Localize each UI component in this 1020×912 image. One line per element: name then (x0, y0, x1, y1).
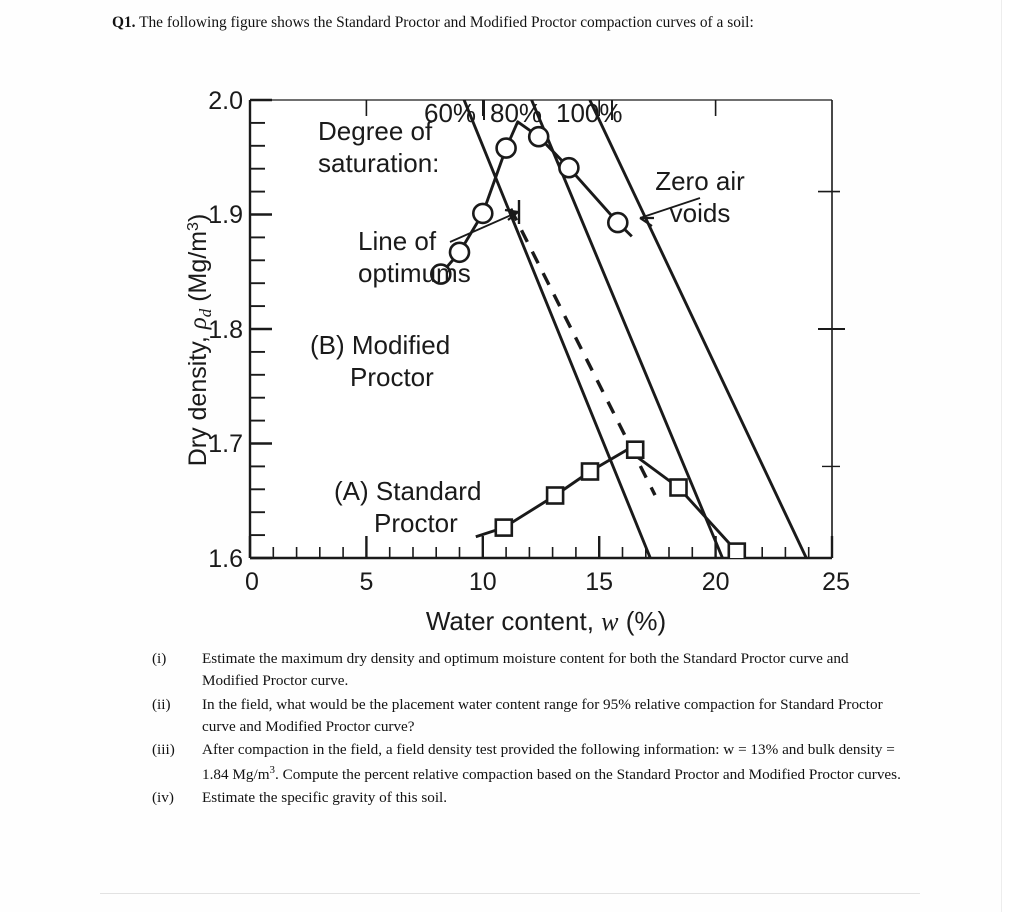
question-number: Q1. (112, 14, 136, 31)
data-point-square (547, 488, 563, 504)
zero-air-voids-line2: voids (669, 198, 731, 228)
saturation-label-60: 60% (424, 98, 477, 128)
x-axis-title-prefix: Water content, (425, 606, 602, 636)
data-point-circle (559, 158, 578, 177)
y-tick-labels (208, 87, 243, 573)
data-point-square (496, 520, 512, 536)
x-axis-title-symbol: w (601, 607, 619, 636)
question-item (152, 787, 907, 809)
question-item (152, 648, 907, 693)
question-item-marker: (iii) (152, 741, 175, 759)
data-point-square (627, 442, 643, 458)
question-header (112, 12, 902, 34)
y-axis-title-units: (Mg/m (184, 230, 212, 309)
compaction-curve-figure (0, 78, 1020, 638)
y-tick-label: 2.0 (208, 87, 243, 115)
data-point-square (729, 544, 745, 560)
page-right-margin (1001, 0, 1020, 912)
modified-proctor-label-line1: (B) Modified (310, 330, 451, 360)
question-item-text: After compaction in the field, a field density test provided the following information: w = 13% and bulk density = 1.84 $Mg/m^3$. Compute the percent relative compaction based on the Standard Proctor and Modified Proctor curves. (202, 741, 901, 783)
x-tick-labels (245, 568, 850, 596)
question-item-text: In the field, what would be the placement water content range for 95% relative compaction for Standard Proctor curve and Modified Proctor curve? (202, 695, 883, 736)
page-bottom-rule (100, 893, 920, 894)
data-point-circle (473, 204, 492, 223)
data-point-circle (497, 139, 516, 158)
line-of-optimums-line1: Line of (358, 226, 437, 256)
y-axis-title-units-sup: 3 (185, 222, 202, 231)
y-axis-title-symbol: ρ (185, 317, 212, 330)
y-axis-title-subscript: d (196, 308, 215, 318)
question-subitems (152, 648, 907, 810)
modified-proctor-label-line2: Proctor (350, 362, 434, 392)
degree-of-saturation-line2: saturation: (318, 148, 440, 178)
question-item-text: Estimate the maximum dry density and optimum moisture content for both the Standard Proctor curve and Modified Proctor curve. (202, 650, 849, 690)
question-item-marker: (i) (152, 650, 167, 667)
question-stem: The following figure shows the Standard Proctor and Modified Proctor compaction curves of a soil: (135, 14, 754, 31)
standard-proctor-label-line1: (A) Standard (334, 476, 482, 506)
y-tick-label: 1.8 (208, 316, 243, 344)
saturation-labels (424, 98, 623, 128)
question-item-marker: (ii) (152, 695, 171, 713)
question-item-marker: (iv) (152, 789, 174, 807)
y-axis-title-units-close: ) (184, 213, 212, 223)
y-tick-label: 1.9 (208, 201, 243, 229)
y-tick-label: 1.7 (208, 430, 243, 458)
x-axis-title (426, 606, 666, 636)
data-point-square (671, 480, 687, 496)
x-tick-label: 5 (359, 568, 374, 596)
x-tick-label: 25 (822, 568, 850, 596)
y-tick-label: 1.6 (208, 545, 243, 573)
compaction-chart-svg (0, 78, 1020, 638)
x-axis-title-units: (%) (618, 606, 667, 636)
question-item (152, 739, 907, 786)
saturation-label-100: 100% (556, 98, 623, 128)
standard-proctor-label-line2: Proctor (374, 508, 458, 538)
x-tick-label: 0 (245, 568, 259, 596)
data-point-square (582, 464, 598, 480)
data-point-circle (608, 213, 627, 232)
line-of-optimums-line2: optimums (358, 258, 471, 288)
x-tick-label: 20 (701, 568, 730, 596)
degree-of-saturation-line1: Degree of (318, 116, 433, 146)
zero-air-voids-line1: Zero air (655, 166, 745, 196)
saturation-label-80: 80% (490, 98, 543, 128)
question-item-text: Estimate the specific gravity of this soil. (202, 789, 448, 807)
x-tick-label: 10 (468, 568, 497, 596)
x-tick-label: 15 (585, 568, 614, 596)
svg-text:Dry density, ρd (Mg/m3) (184, 214, 215, 467)
y-axis-title-prefix: Dry density, (184, 329, 212, 467)
y-axis-title (184, 214, 215, 467)
data-point-circle (529, 127, 548, 146)
question-item (152, 694, 907, 739)
